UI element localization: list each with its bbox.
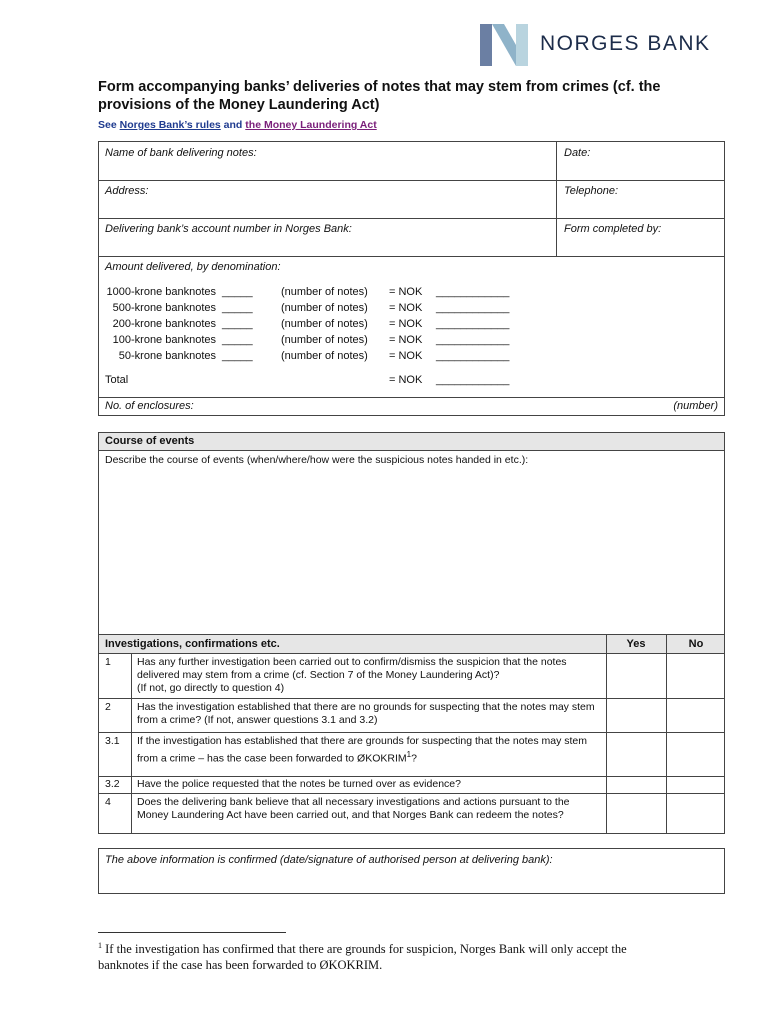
amount-blank[interactable]: ____________ bbox=[436, 350, 510, 362]
norges-bank-logo-icon bbox=[478, 22, 534, 68]
denomination-label: 1000-krone banknotes bbox=[106, 286, 216, 298]
form-completed-by-field[interactable]: Form completed by: bbox=[564, 223, 662, 235]
total-label: Total bbox=[105, 374, 129, 386]
page-title: Form accompanying banks’ deliveries of notes that may stem from crimes (cf. the provisions of the Money Laundering Act) bbox=[98, 79, 661, 113]
q3-2-no-cell[interactable] bbox=[667, 777, 726, 793]
footnote-separator bbox=[98, 932, 286, 933]
course-of-events-section bbox=[98, 432, 725, 635]
norges-bank-rules-link[interactable]: Norges Bank’s rules bbox=[119, 119, 221, 131]
q3-2-yes-cell[interactable] bbox=[607, 777, 666, 793]
amount-blank[interactable]: ____________ bbox=[436, 318, 510, 330]
nok-label: = NOK bbox=[389, 334, 423, 346]
q3-1-no-cell[interactable] bbox=[667, 733, 726, 776]
amount-delivered-label: Amount delivered, by denomination: bbox=[105, 261, 281, 273]
row-divider bbox=[99, 180, 724, 181]
q1-yes-cell[interactable] bbox=[607, 654, 666, 698]
column-divider bbox=[131, 653, 132, 834]
count-blank[interactable]: _____ bbox=[222, 350, 253, 362]
account-number-field[interactable]: Delivering bank’s account number in Norges Bank: bbox=[105, 223, 352, 235]
q1-no-cell[interactable] bbox=[667, 654, 726, 698]
enclosures-unit: (number) bbox=[673, 400, 718, 412]
amount-blank[interactable]: ____________ bbox=[436, 302, 510, 314]
count-blank[interactable]: _____ bbox=[222, 302, 253, 314]
links-and: and bbox=[220, 119, 246, 131]
norges-bank-logo bbox=[478, 22, 723, 68]
brand-name: NORGES BANK bbox=[540, 32, 711, 55]
number-of-notes-label: (number of notes) bbox=[281, 350, 368, 362]
nok-label: = NOK bbox=[389, 318, 423, 330]
row-divider bbox=[99, 256, 724, 257]
nok-label: = NOK bbox=[389, 350, 423, 362]
bank-name-field[interactable]: Name of bank delivering notes: bbox=[105, 147, 257, 159]
question-4-text: Does the delivering bank believe that all necessary investigations and actions pursuant to the Money Laundering Act have been carried out, and that Norges Bank can redeem the notes? bbox=[137, 796, 570, 821]
nok-label: = NOK bbox=[389, 286, 423, 298]
total-amount-blank[interactable]: ____________ bbox=[436, 374, 510, 386]
footnote-marker: 1 bbox=[98, 941, 102, 950]
denomination-label: 200-krone banknotes bbox=[112, 318, 216, 330]
q4-yes-cell[interactable] bbox=[607, 794, 666, 834]
row-divider bbox=[99, 218, 724, 219]
q2-yes-cell[interactable] bbox=[607, 699, 666, 732]
question-3-2-text: Have the police requested that the notes be turned over as evidence? bbox=[137, 778, 461, 790]
rules-links bbox=[98, 119, 377, 131]
investigations-heading: Investigations, confirmations etc. bbox=[105, 638, 280, 650]
question-text bbox=[137, 656, 597, 695]
q4-no-cell[interactable] bbox=[667, 794, 726, 834]
date-field[interactable]: Date: bbox=[564, 147, 591, 159]
question-number: 3.1 bbox=[105, 735, 120, 747]
confirmation-text: The above information is confirmed (date/signature of authorised person at delivering bank): bbox=[105, 854, 553, 866]
number-of-notes-label: (number of notes) bbox=[281, 318, 368, 330]
footnote bbox=[98, 938, 658, 973]
question-2-text: Has the investigation established that there are no grounds for suspecting that the notes may stem from a crime? (If not, answer questions 3.1 and 3.2) bbox=[137, 701, 595, 726]
question-number: 1 bbox=[105, 656, 111, 668]
investigations-table bbox=[98, 634, 725, 834]
column-divider bbox=[556, 142, 557, 257]
denomination-label: 50-krone banknotes bbox=[118, 350, 216, 362]
count-blank[interactable]: _____ bbox=[222, 318, 253, 330]
question-1-text: Has any further investigation been carried out to confirm/dismiss the suspicion that the notes delivered may stem from a crime (cf. Section 7 of the Money Laundering Act)? bbox=[137, 656, 567, 681]
question-number: 4 bbox=[105, 796, 111, 808]
bank-info-section bbox=[98, 141, 725, 416]
number-of-notes-label: (number of notes) bbox=[281, 334, 368, 346]
number-of-notes-label: (number of notes) bbox=[281, 302, 368, 314]
no-column-header: No bbox=[688, 638, 704, 650]
telephone-field[interactable]: Telephone: bbox=[564, 185, 619, 197]
question-1-note: (If not, go directly to question 4) bbox=[137, 682, 285, 694]
question-number: 2 bbox=[105, 701, 111, 713]
footnote-text: If the investigation has confirmed that there are grounds for suspicion, Norges Bank will only accept the banknotes if the case has been forwarded to ØKOKRIM. bbox=[98, 942, 627, 973]
count-blank[interactable]: _____ bbox=[222, 334, 253, 346]
links-prefix: See bbox=[98, 119, 120, 131]
question-3-1-text bbox=[137, 735, 597, 766]
number-of-notes-label: (number of notes) bbox=[281, 286, 368, 298]
money-laundering-act-link[interactable]: the Money Laundering Act bbox=[245, 119, 377, 131]
q2-no-cell[interactable] bbox=[667, 699, 726, 732]
row-divider bbox=[99, 397, 724, 398]
total-nok-label: = NOK bbox=[389, 374, 423, 386]
denomination-label: 100-krone banknotes bbox=[112, 334, 216, 346]
count-blank[interactable]: _____ bbox=[222, 286, 253, 298]
question-3-1-end: ? bbox=[411, 752, 417, 765]
course-heading: Course of events bbox=[105, 435, 195, 447]
confirmation-box[interactable] bbox=[98, 848, 725, 894]
footnote-ref: 1 bbox=[406, 750, 412, 759]
enclosures-field[interactable]: No. of enclosures: bbox=[105, 400, 194, 412]
nok-label: = NOK bbox=[389, 302, 423, 314]
yes-column-header: Yes bbox=[626, 638, 646, 650]
denomination-label: 500-krone banknotes bbox=[112, 302, 216, 314]
question-3-1-body: If the investigation has established that there are grounds for suspecting that the notes may stem from a crime – has the case been forwarded to ØKOKRIM bbox=[137, 735, 588, 765]
amount-blank[interactable]: ____________ bbox=[436, 334, 510, 346]
question-number: 3.2 bbox=[105, 778, 120, 790]
amount-blank[interactable]: ____________ bbox=[436, 286, 510, 298]
address-field[interactable]: Address: bbox=[105, 185, 149, 197]
course-header-bar bbox=[99, 433, 724, 451]
course-description-textarea[interactable] bbox=[99, 473, 724, 634]
course-description-label: Describe the course of events (when/where/how were the suspicious notes handed in etc.): bbox=[105, 454, 529, 466]
q3-1-yes-cell[interactable] bbox=[607, 733, 666, 776]
